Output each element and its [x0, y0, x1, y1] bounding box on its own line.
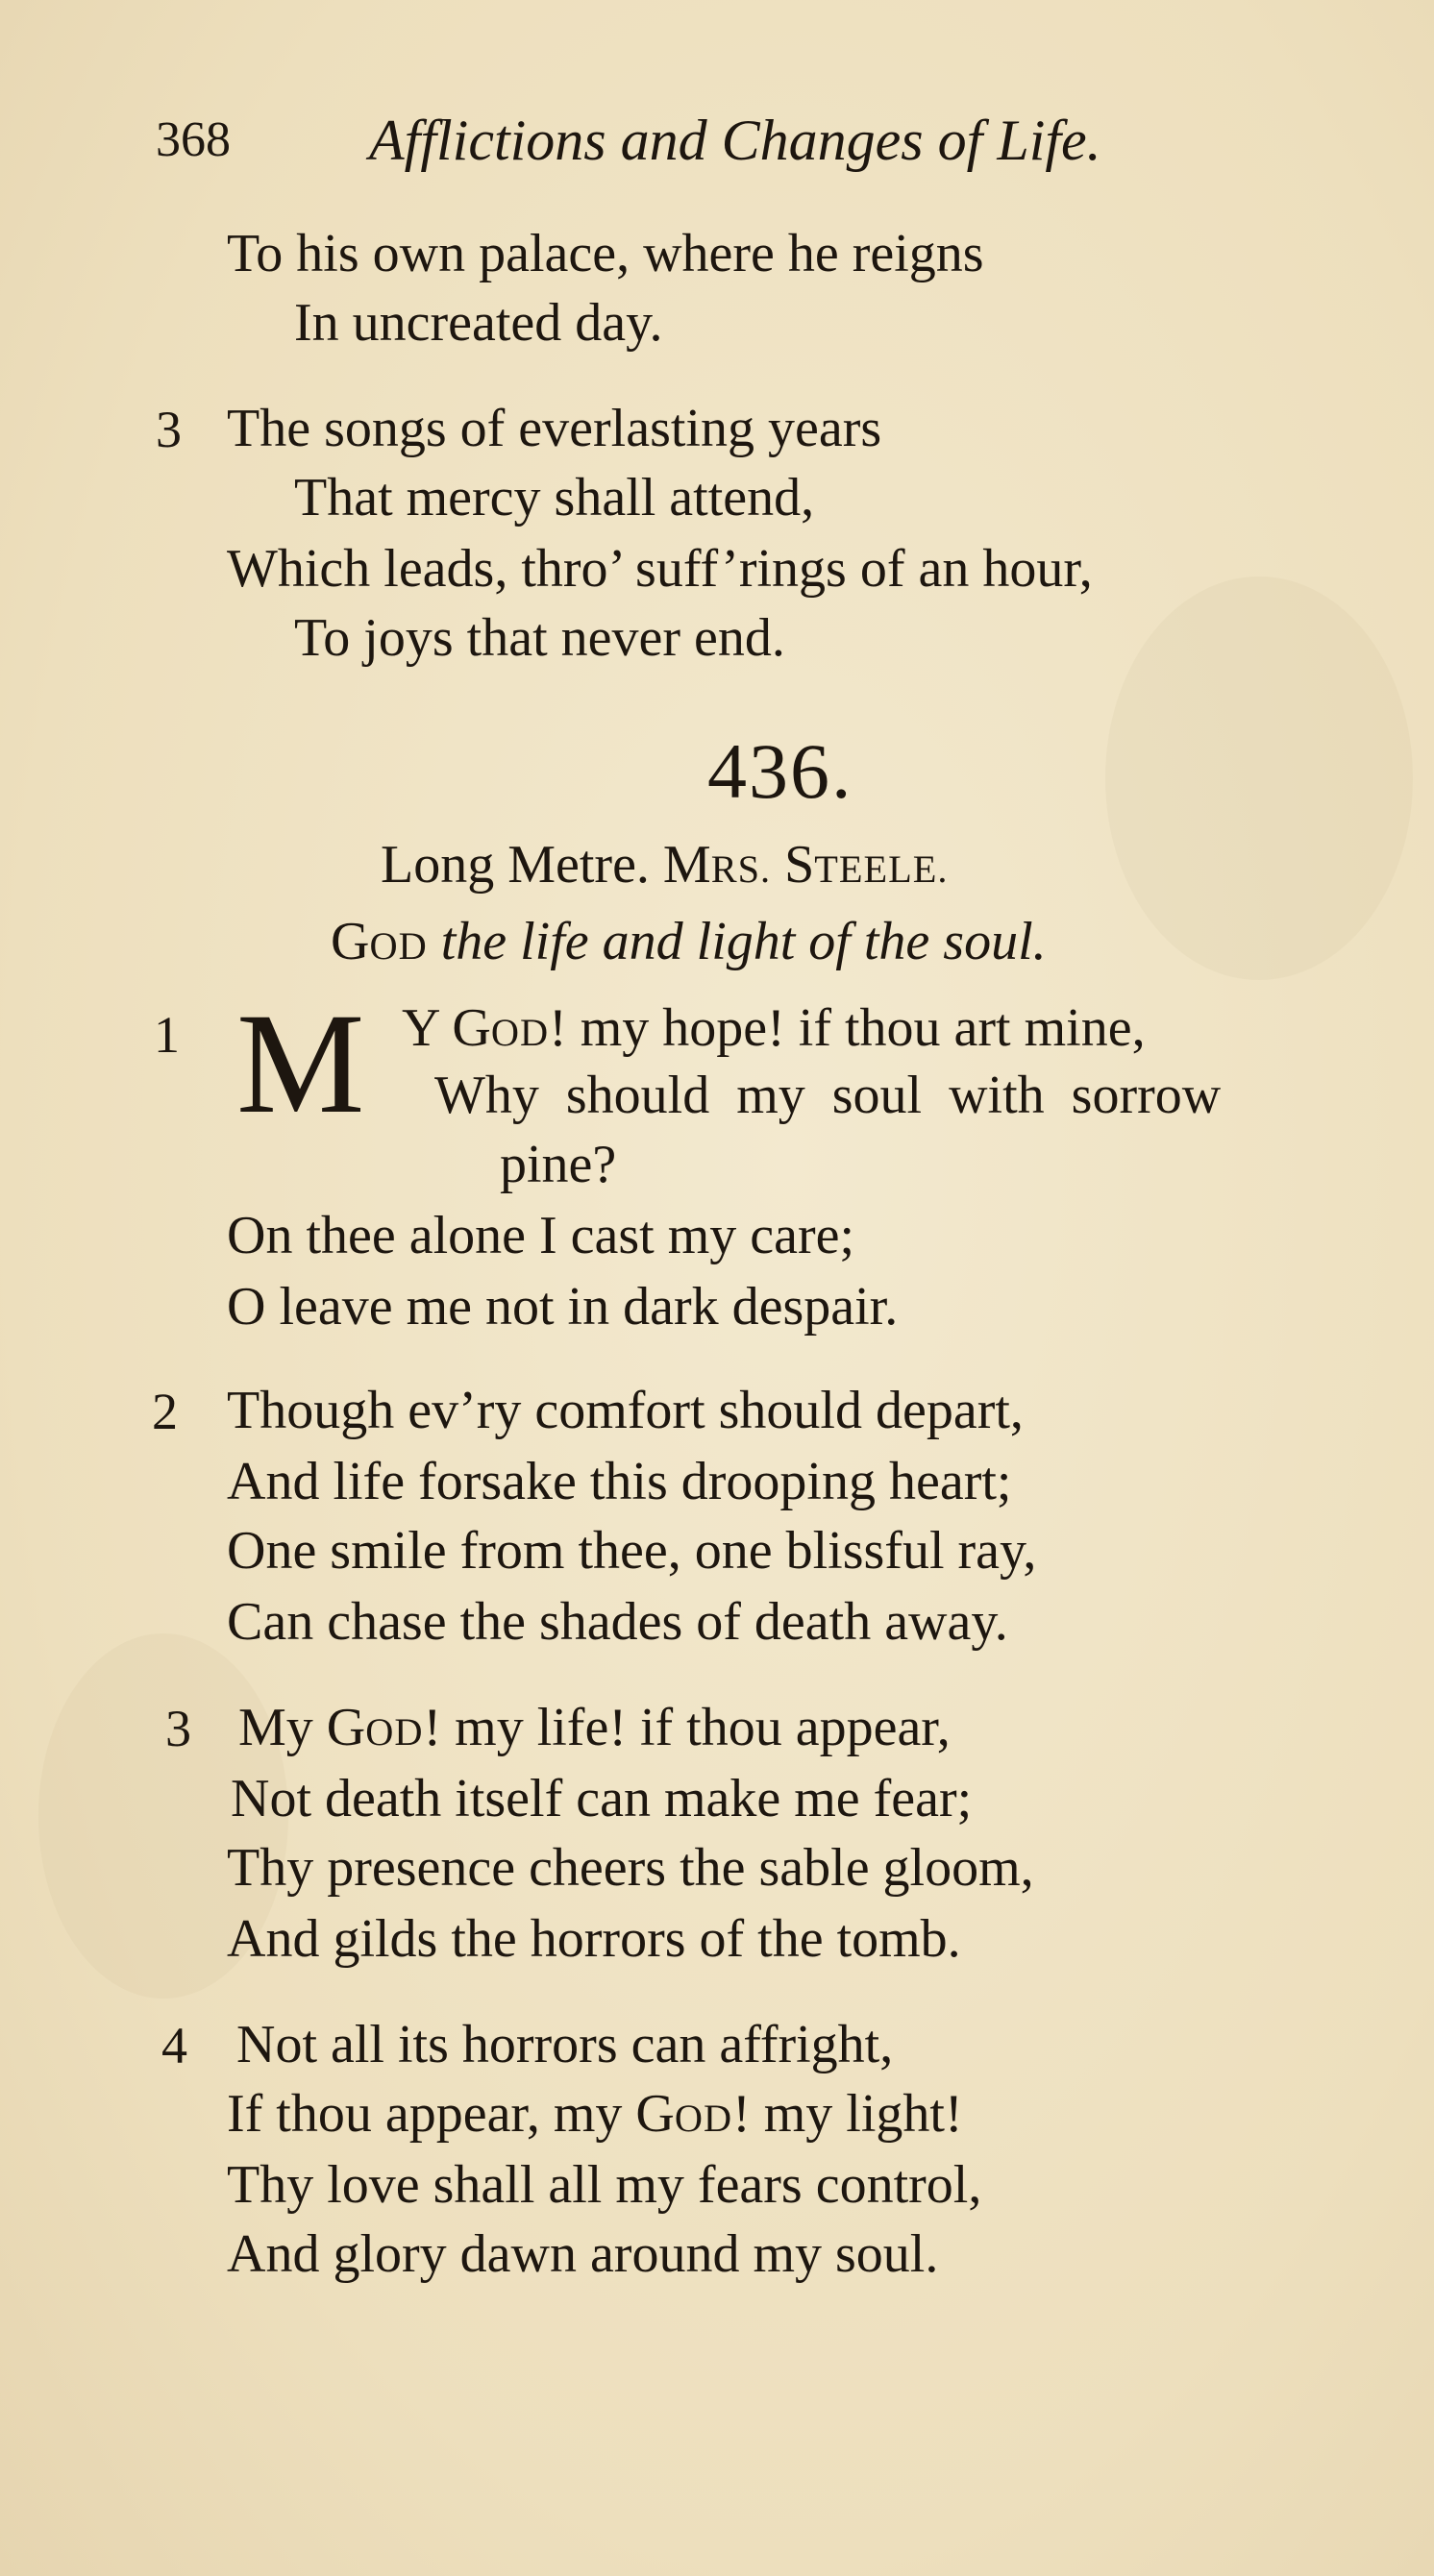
- verse-line: [227, 2084, 963, 2144]
- stanza-number: 3: [156, 401, 182, 458]
- verse-line: [402, 998, 1146, 1058]
- drop-cap: M: [236, 984, 365, 1143]
- author-initial: M: [662, 835, 711, 895]
- stanza-number: 4: [161, 2017, 187, 2074]
- line-text: ! my light!: [732, 2084, 963, 2144]
- verse-line: To joys that never end.: [294, 608, 785, 668]
- verse-line: To his own palace, where he reigns: [227, 224, 984, 283]
- meter: Long Metre.: [381, 835, 650, 895]
- verse-line: Can chase the shades of death away.: [227, 1592, 1008, 1652]
- god-initial: G: [331, 912, 370, 971]
- line-text: Y: [402, 998, 453, 1058]
- line-text: If thou appear, my: [227, 2084, 636, 2144]
- verse-line: Why should my soul with sorrow: [434, 1066, 1222, 1125]
- verse-line: On thee alone I cast my care;: [227, 1206, 855, 1265]
- author-initial: S: [784, 835, 815, 895]
- verse-line: That mercy shall attend,: [294, 468, 815, 527]
- meter-and-author: [381, 835, 949, 895]
- god-initial: G: [452, 998, 491, 1058]
- hymn-subtitle: [331, 912, 1047, 971]
- god-smallcaps: OD: [674, 2097, 733, 2140]
- verse-line: In uncreated day.: [294, 293, 663, 353]
- verse-line: Which leads, thro’ suff’rings of an hour,: [227, 539, 1093, 599]
- line-text: ! my hope! if thou art mine,: [549, 998, 1146, 1058]
- running-title: Afflictions and Changes of Life.: [369, 109, 1101, 172]
- god-smallcaps: OD: [369, 924, 428, 968]
- line-text: ! my life! if thou appear,: [423, 1698, 951, 1757]
- god-initial: G: [326, 1698, 366, 1757]
- stanza-number: 1: [154, 1006, 180, 1064]
- hymn-number: 436.: [707, 727, 853, 815]
- verse-line: The songs of everlasting years: [227, 399, 882, 458]
- verse-line: Thy presence cheers the sable gloom,: [227, 1838, 1034, 1898]
- verse-line: Not death itself can make me fear;: [231, 1769, 973, 1828]
- page-stain: [1105, 577, 1413, 980]
- line-text: My: [238, 1698, 327, 1757]
- page-number: 368: [156, 112, 231, 167]
- verse-line: O leave me not in dark despair.: [227, 1277, 899, 1337]
- verse-line: pine?: [500, 1135, 617, 1194]
- verse-line: Though ev’ry comfort should depart,: [227, 1381, 1024, 1440]
- verse-line: And life forsake this drooping heart;: [227, 1452, 1012, 1511]
- verse-line: One smile from thee, one blissful ray,: [227, 1521, 1037, 1581]
- verse-line: Not all its horrors can affright,: [236, 2015, 894, 2074]
- stanza-number: 2: [152, 1383, 178, 1440]
- verse-line: And glory dawn around my soul.: [227, 2224, 939, 2284]
- author-surname: TEELE.: [814, 847, 949, 891]
- stanza-number: 3: [165, 1700, 191, 1757]
- god-initial: G: [635, 2084, 675, 2144]
- subtitle-text: the life and light of the soul.: [440, 912, 1047, 971]
- verse-line: And gilds the horrors of the tomb.: [227, 1909, 961, 1969]
- verse-line: Thy love shall all my fears control,: [227, 2155, 982, 2215]
- verse-line: [238, 1698, 951, 1757]
- author-title: RS.: [710, 847, 772, 891]
- god-smallcaps: OD: [490, 1011, 550, 1054]
- god-smallcaps: OD: [365, 1710, 424, 1754]
